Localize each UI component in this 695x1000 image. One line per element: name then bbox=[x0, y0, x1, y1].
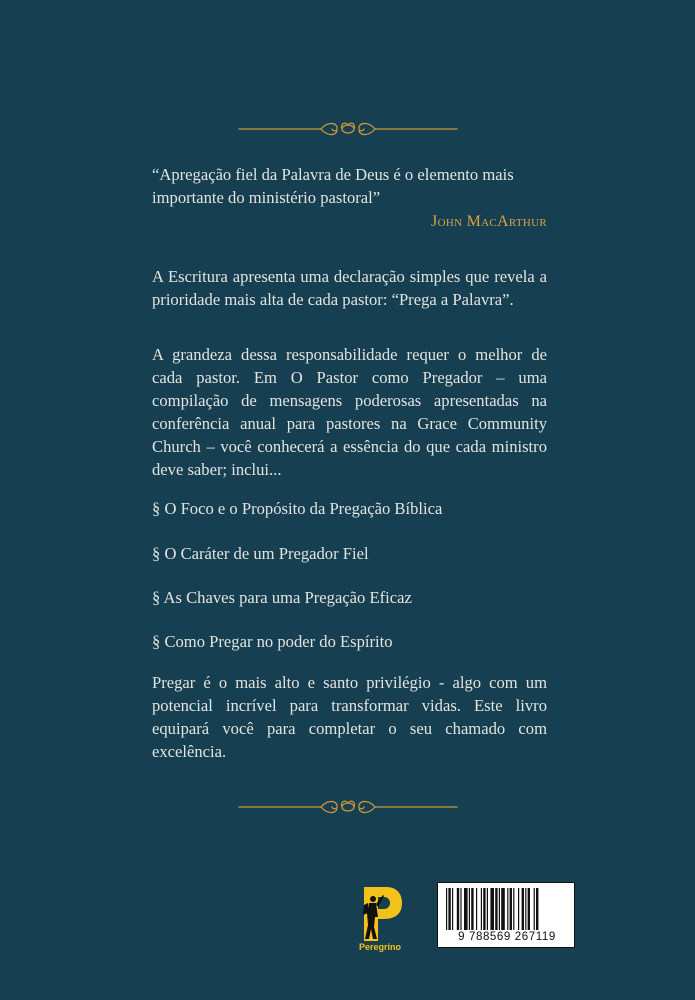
barcode-bar bbox=[452, 888, 453, 930]
barcode-bar bbox=[501, 888, 505, 930]
barcode-bar bbox=[495, 888, 497, 930]
barcode-bar bbox=[487, 888, 488, 930]
barcode-bar bbox=[507, 888, 508, 930]
isbn-barcode bbox=[437, 882, 575, 948]
barcode-bar bbox=[469, 888, 470, 930]
barcode-bar bbox=[483, 888, 485, 930]
barcode-bar bbox=[446, 888, 447, 930]
intro-paragraph-text: A Escritura apresenta uma declaração simples que revela a prioridade mais alta de cada pastor: “Prega a Palavra”. bbox=[152, 267, 547, 309]
ornament-divider-top-icon bbox=[237, 118, 459, 140]
intro-paragraph bbox=[152, 265, 547, 311]
barcode-bar bbox=[513, 888, 514, 930]
barcode-bar bbox=[476, 888, 477, 930]
publisher-name: Peregrino bbox=[358, 942, 401, 952]
barcode-bar bbox=[471, 888, 473, 930]
closing-paragraph bbox=[152, 671, 547, 763]
barcode-bar bbox=[481, 888, 482, 930]
quote-author: John MacArthur bbox=[431, 213, 547, 230]
epigraph-quote bbox=[152, 163, 547, 233]
barcode-bar bbox=[490, 888, 494, 930]
barcode-bar bbox=[525, 888, 526, 930]
topic-list-item: § Como Pregar no poder do Espírito bbox=[152, 632, 393, 651]
barcode-bar bbox=[510, 888, 512, 930]
barcode-bar bbox=[457, 888, 459, 930]
barcode-bar bbox=[536, 888, 538, 930]
barcode-bar bbox=[499, 888, 500, 930]
barcode-bar bbox=[534, 888, 535, 930]
isbn-digits: 9 788569 267119 bbox=[458, 931, 556, 943]
publisher-logo-icon bbox=[356, 883, 404, 947]
quote-text: “Apregação fiel da Palavra de Deus é o elemento mais importante do ministério pastoral” bbox=[152, 165, 514, 207]
barcode-bar bbox=[448, 888, 450, 930]
topic-list-item: § As Chaves para uma Pregação Eficaz bbox=[152, 588, 412, 607]
description-paragraph bbox=[152, 343, 547, 481]
topic-list-item: § O Foco e o Propósito da Pregação Bíblica bbox=[152, 499, 443, 518]
barcode-bar bbox=[522, 888, 524, 930]
barcode-bar bbox=[464, 888, 468, 930]
description-paragraph-text: A grandeza dessa responsabilidade requer o melhor de cada pastor. Em O Pastor como Pregador – uma compilação de mensagens poderosas apresentadas na conferência anual para pastores na Grace Community Church – você conhecerá a essência do que cada ministro deve saber; inclui... bbox=[152, 345, 547, 479]
closing-paragraph-text: Pregar é o mais alto e santo privilégio - algo com um potencial incrível para transformar vidas. Este livro equipará você para completar o seu chamado com excelência. bbox=[152, 673, 547, 761]
barcode-bar bbox=[528, 888, 530, 930]
ornament-divider-bottom-icon bbox=[237, 796, 459, 818]
barcode-bars-icon bbox=[446, 888, 568, 930]
barcode-bar bbox=[460, 888, 461, 930]
barcode-bar bbox=[518, 888, 519, 930]
topic-list-item: § O Caráter de um Pregador Fiel bbox=[152, 544, 369, 563]
